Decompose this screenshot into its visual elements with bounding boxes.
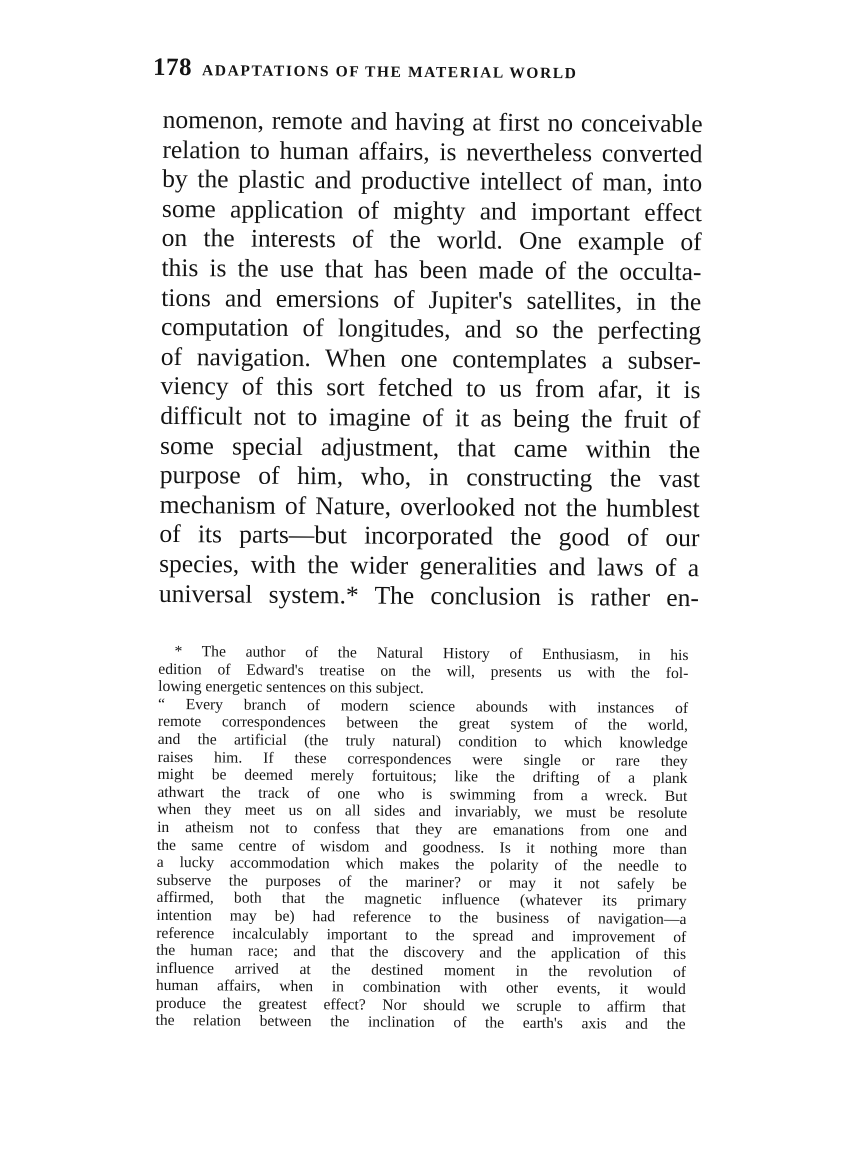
- footnote-line: produce the greatest effect? Nor should we scruple to affirm that: [155, 994, 686, 1016]
- footnote-line: lowing energetic sentences on this subject.: [158, 678, 424, 698]
- body-line: by the plastic and productive intellect of man, into: [162, 164, 703, 198]
- footnote-line: intention may be) had reference to the business of navigation—a: [156, 906, 687, 928]
- footnote-line: affirmed, both that the magnetic influence (whatever its primary: [156, 889, 687, 911]
- footnote-line: a lucky accommodation which makes the polarity of the needle to: [156, 854, 687, 876]
- main-text: [159, 105, 703, 612]
- body-line: of navigation. When one contemplates a subser-: [160, 341, 701, 375]
- body-line: universal system.* The conclusion is rather en-: [158, 578, 700, 612]
- footnote-line: and the artificial (the truly natural) condition to which knowledge: [157, 730, 688, 753]
- page-number: 178: [152, 53, 193, 82]
- body-line: mechanism of Nature, overlooked not the humblest: [159, 489, 700, 523]
- footnote-line: raises him. If these correspondences were single or rare they: [157, 748, 688, 770]
- body-line: tions and emersions of Jupiter's satellites, in the: [161, 282, 702, 316]
- footnote-line: in atheism not to confess that they are emanations from one and: [157, 818, 688, 841]
- body-line: of its parts—but incorporated the good of our: [159, 519, 700, 553]
- footnote-line: might be deemed merely fortuitous; like the drifting of a plank: [157, 766, 688, 788]
- footnote-line: subserve the purposes of the mariner? or may it not safely be: [156, 871, 687, 893]
- body-line: some special adjustment, that came within the: [159, 430, 701, 464]
- footnote-line: “ Every branch of modern science abounds with instances of: [158, 695, 689, 717]
- footnote-line: athwart the track of one who is swimming from a wreck. But: [157, 783, 688, 805]
- body-line: difficult not to imagine of it as being the fruit of: [160, 400, 701, 435]
- footnote-line: * The author of the Natural History of Enthusiasm, in his: [174, 643, 689, 665]
- body-line: on the interests of the world. One example of: [161, 223, 702, 257]
- body-line: purpose of him, who, in constructing the vast: [159, 460, 700, 494]
- footnote-line: the human race; and that the discovery and the application of this: [156, 941, 687, 964]
- running-head-title: ADAPTATIONS OF THE MATERIAL WORLD: [201, 62, 578, 83]
- footnote-line: the relation between the inclination of the earth's axis and the: [155, 1012, 686, 1034]
- body-line: computation of longitudes, and so the perfecting: [160, 312, 702, 346]
- footnote-line: remote correspondences between the great system of the world,: [157, 713, 688, 735]
- running-head: [153, 54, 713, 86]
- body-line: nomenon, remote and having at first no conceivable: [162, 104, 703, 139]
- footnote: [156, 643, 689, 1034]
- body-line: species, with the wider generalities and laws of a: [159, 548, 700, 583]
- body-line: viency of this sort fetched to us from afar, it is: [160, 371, 701, 405]
- body-line: some application of mighty and important effect: [161, 193, 703, 227]
- footnote-line: reference incalculably important to the spread and improvement of: [156, 924, 687, 946]
- footnote-line: the same centre of wisdom and goodness. Is it nothing more than: [156, 836, 688, 858]
- footnote-line: when they meet us on all sides and invariably, we must be resolute: [157, 801, 688, 823]
- footnote-line: edition of Edward's treatise on the will, presents us with the fol-: [158, 660, 689, 682]
- footnote-line: influence arrived at the destined moment in the revolution of: [155, 959, 687, 981]
- body-line: relation to human affairs, is nevertheless converted: [162, 134, 703, 168]
- footnote-line: human affairs, when in combination with other events, it would: [155, 977, 686, 999]
- body-line: this is the use that has been made of the occulta-: [161, 252, 702, 287]
